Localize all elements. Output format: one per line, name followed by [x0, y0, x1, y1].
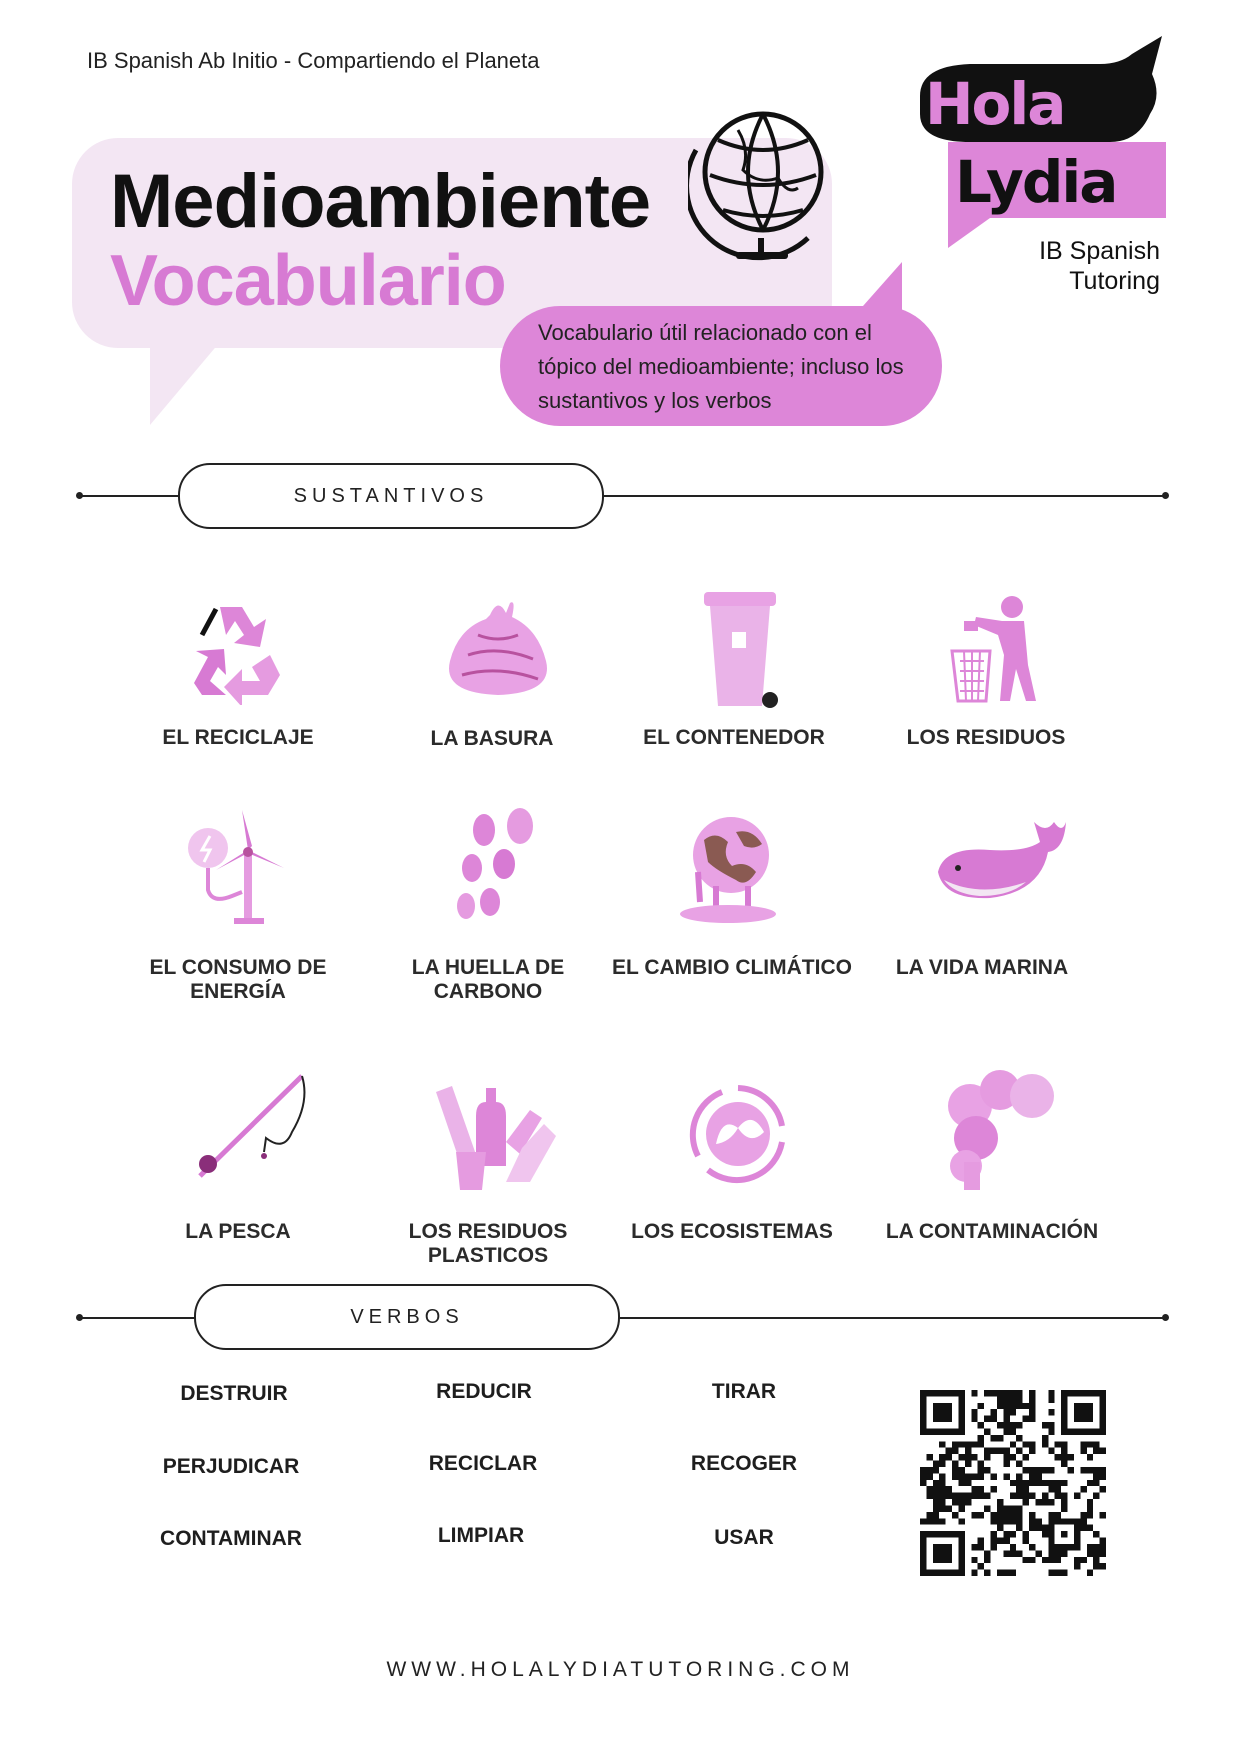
- description-text: Vocabulario útil relacionado con el tópico del medioambiente; incluso los sustantivos y los verbos: [538, 320, 904, 413]
- noun-label: LOS ECOSISTEMAS: [631, 1220, 833, 1243]
- noun-label: EL CONTENEDOR: [643, 726, 825, 749]
- noun-label: EL CONSUMO DE ENERGÍA: [149, 956, 327, 1003]
- footprints-icon: [446, 806, 546, 926]
- verb-item: REDUCIR: [436, 1380, 532, 1403]
- logo-hola-text: Hola: [925, 70, 1065, 138]
- noun-label: EL CAMBIO CLIMÁTICO: [612, 956, 852, 979]
- website-url[interactable]: WWW.HOLALYDIATUTORING.COM: [386, 1658, 855, 1681]
- verb-item: DESTRUIR: [180, 1382, 288, 1405]
- verb-item: RECOGER: [690, 1452, 798, 1475]
- wheelie-bin-icon: [698, 588, 788, 713]
- page-title: Medioambiente: [110, 159, 651, 244]
- logo-tagline-line1: IB Spanish: [1039, 237, 1160, 265]
- verb-item: CONTAMINAR: [160, 1527, 302, 1550]
- noun-label: LA HUELLA DE CARBONO: [411, 956, 565, 1003]
- noun-label: EL RECICLAJE: [162, 726, 314, 749]
- divider-dot: [1162, 492, 1169, 499]
- logo-lydia-text: Lydia: [955, 148, 1117, 216]
- leaf-cycle-icon: [686, 1082, 790, 1186]
- verb-item: USAR: [714, 1526, 774, 1549]
- course-title: IB Spanish Ab Initio - Compartiendo el Planeta: [87, 48, 540, 73]
- garbage-bag-icon: [438, 595, 558, 705]
- logo-tagline: [1020, 236, 1160, 296]
- noun-label: LA PESCA: [185, 1220, 291, 1243]
- verb-item: RECICLAR: [428, 1452, 538, 1475]
- smoke-cloud-icon: [940, 1066, 1062, 1191]
- whale-icon: [930, 812, 1070, 912]
- section-header-verbs: VERBOS: [194, 1284, 620, 1350]
- verb-item: PERJUDICAR: [162, 1455, 300, 1478]
- page-subtitle: Vocabulario: [110, 241, 506, 321]
- logo-tagline-line2: Tutoring: [1069, 267, 1160, 295]
- verb-item: TIRAR: [711, 1380, 777, 1403]
- wind-turbine-icon: [182, 808, 297, 928]
- melting-globe-icon: [676, 810, 786, 925]
- person-throwing-trash-icon: [946, 595, 1046, 705]
- noun-label: LA VIDA MARINA: [895, 956, 1069, 979]
- globe-icon: [688, 100, 838, 270]
- qr-code[interactable]: [920, 1390, 1106, 1576]
- fishing-rod-icon: [192, 1072, 310, 1182]
- divider-dot: [1162, 1314, 1169, 1321]
- verb-item: LIMPIAR: [437, 1524, 525, 1547]
- noun-label: LA BASURA: [430, 727, 554, 750]
- plastic-bottles-icon: [426, 1082, 558, 1194]
- noun-label: LOS RESIDUOS: [906, 726, 1066, 749]
- recycle-icon: [180, 595, 290, 705]
- title-bubble-tail: [140, 330, 240, 430]
- noun-label: LOS RESIDUOS PLASTICOS: [408, 1220, 568, 1267]
- noun-label: LA CONTAMINACIÓN: [885, 1220, 1099, 1243]
- section-header-nouns: SUSTANTIVOS: [178, 463, 604, 529]
